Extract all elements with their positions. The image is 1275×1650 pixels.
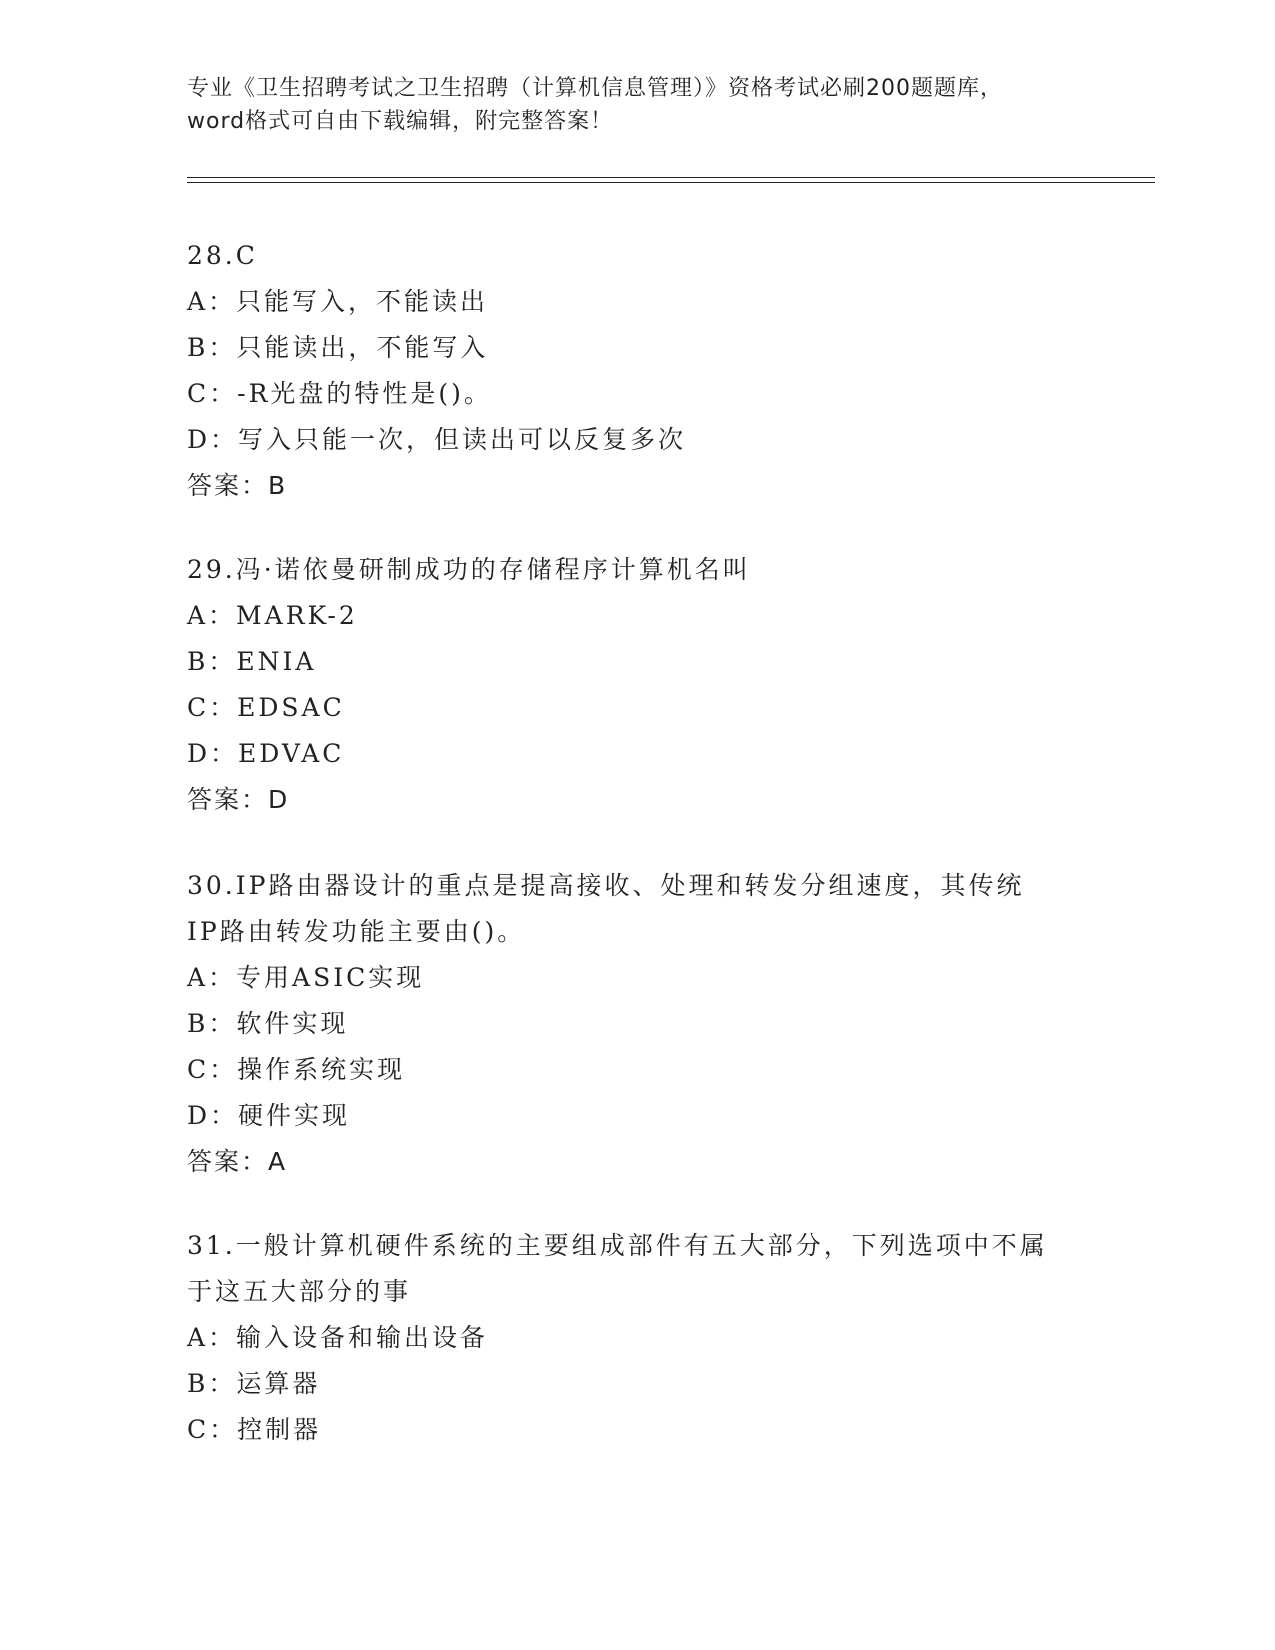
option-b: B：ENIA xyxy=(187,647,317,676)
document-header xyxy=(187,72,1087,138)
option-a: A：输入设备和输出设备 xyxy=(187,1323,489,1352)
question-title: 29.冯·诺依曼研制成功的存储程序计算机名叫 xyxy=(187,555,751,584)
option-d: D：硬件实现 xyxy=(187,1101,351,1130)
question-29 xyxy=(187,547,1087,823)
option-a: A：专用ASIC实现 xyxy=(187,963,425,992)
option-a: A：只能写入，不能读出 xyxy=(187,287,489,316)
header-divider-top xyxy=(187,177,1155,178)
header-line-1: 专业《卫生招聘考试之卫生招聘（计算机信息管理）》资格考试必刷200题题库， xyxy=(187,76,1003,101)
question-title-continued: IP路由转发功能主要由()。 xyxy=(187,917,526,946)
option-c: C：-R光盘的特性是()。 xyxy=(187,379,492,408)
answer-label: 答案：D xyxy=(187,785,290,814)
answer-label: 答案：B xyxy=(187,471,288,500)
question-30 xyxy=(187,863,1087,1185)
answer-label: 答案：A xyxy=(187,1147,288,1176)
option-d: D：EDVAC xyxy=(187,739,345,768)
option-c: C：操作系统实现 xyxy=(187,1055,406,1084)
question-31 xyxy=(187,1223,1087,1453)
question-title: 28.C xyxy=(187,241,258,270)
option-c: C：EDSAC xyxy=(187,693,345,722)
header-divider-bottom xyxy=(187,182,1155,183)
option-c: C：控制器 xyxy=(187,1415,322,1444)
question-title: 31.一般计算机硬件系统的主要组成部件有五大部分，下列选项中不属 xyxy=(187,1231,1048,1260)
question-title-continued: 于这五大部分的事 xyxy=(187,1277,412,1306)
question-title: 30.IP路由器设计的重点是提高接收、处理和转发分组速度，其传统 xyxy=(187,871,1025,900)
header-line-2: word格式可自由下载编辑，附完整答案！ xyxy=(187,109,614,134)
option-b: B：运算器 xyxy=(187,1369,321,1398)
option-b: B：只能读出，不能写入 xyxy=(187,333,489,362)
option-a: A：MARK-2 xyxy=(187,601,358,630)
question-28 xyxy=(187,233,1087,509)
option-b: B：软件实现 xyxy=(187,1009,349,1038)
option-d: D：写入只能一次，但读出可以反复多次 xyxy=(187,425,687,454)
